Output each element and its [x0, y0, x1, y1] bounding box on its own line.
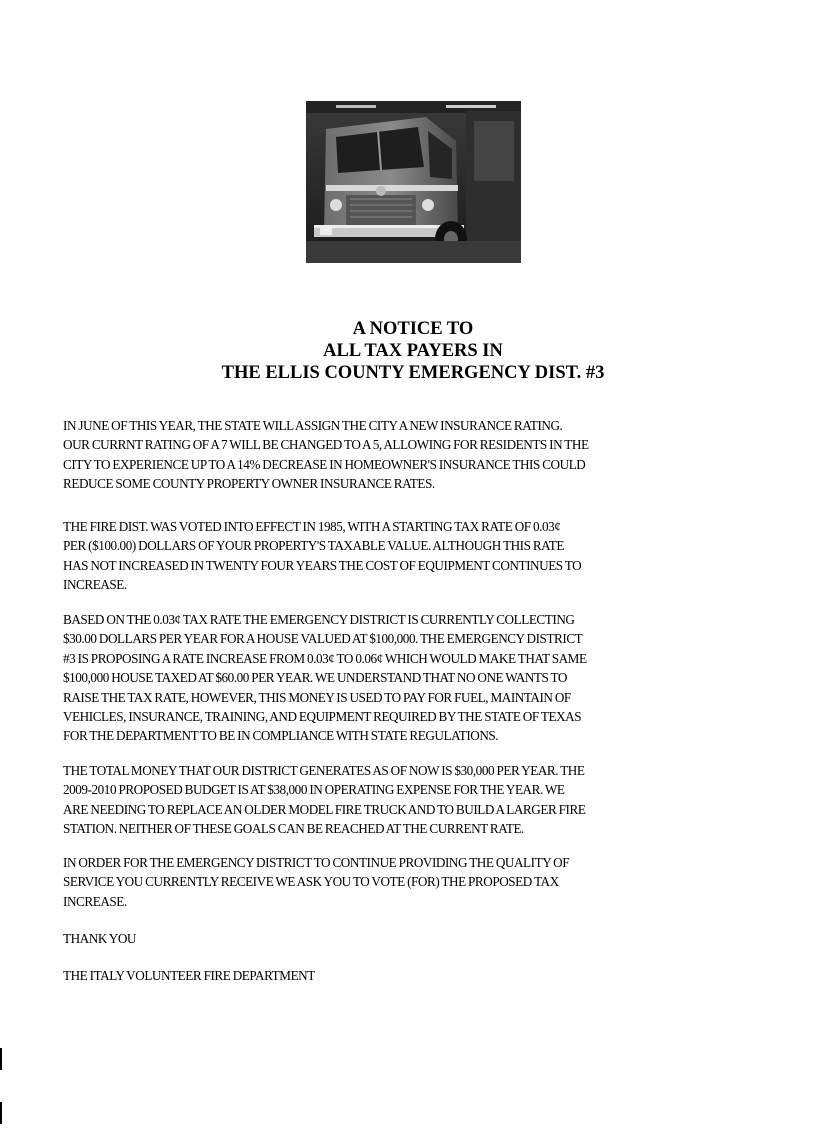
text-line: INCREASE. — [63, 893, 127, 909]
signature-fire-department — [63, 966, 763, 985]
scan-edge-mark — [0, 1048, 2, 1070]
text-line: RAISE THE TAX RATE, HOWEVER, THIS MONEY IS USED TO PAY FOR FUEL, MAINTAIN OF — [63, 689, 571, 705]
text-line: IN ORDER FOR THE EMERGENCY DISTRICT TO CONTINUE PROVIDING THE QUALITY OF — [63, 855, 570, 870]
title-line-2: ALL TAX PAYERS IN — [323, 341, 503, 361]
text-line: BASED ON THE 0.03¢ TAX RATE THE EMERGENCY DISTRICT IS CURRENTLY COLLECTING — [63, 612, 575, 627]
text-line: SERVICE YOU CURRENTLY RECEIVE WE ASK YOU TO VOTE (FOR) THE PROPOSED TAX — [63, 874, 559, 890]
paragraph-insurance-rating — [63, 416, 763, 494]
text-line: 2009-2010 PROPOSED BUDGET IS AT $38,000 IN OPERATING EXPENSE FOR THE YEAR. WE — [63, 782, 565, 798]
text-line: IN JUNE OF THIS YEAR, THE STATE WILL ASSIGN THE CITY A NEW INSURANCE RATING. — [63, 418, 563, 433]
paragraph-budget — [63, 761, 763, 839]
text-line: THE TOTAL MONEY THAT OUR DISTRICT GENERATES AS OF NOW IS $30,000 PER YEAR. THE — [63, 763, 585, 778]
text-line: PER ($100.00) DOLLARS OF YOUR PROPERTY'S TAXABLE VALUE. ALTHOUGH THIS RATE — [63, 538, 565, 554]
text-line: INCREASE. — [63, 577, 127, 593]
text-line: $100,000 HOUSE TAXED AT $60.00 PER YEAR. WE UNDERSTAND THAT NO ONE WANTS TO — [63, 670, 567, 686]
text-line: THE ITALY VOLUNTEER FIRE DEPARTMENT — [63, 968, 315, 983]
fire-truck-photo — [306, 101, 521, 263]
text-line: THANK YOU — [63, 931, 136, 946]
text-line: REDUCE SOME COUNTY PROPERTY OWNER INSURANCE RATES. — [63, 476, 435, 492]
scan-edge-mark — [0, 1102, 2, 1124]
notice-title — [0, 318, 826, 384]
title-line-3: THE ELLIS COUNTY EMERGENCY DIST. #3 — [221, 363, 605, 383]
text-line: VEHICLES, INSURANCE, TRAINING, AND EQUIPMENT REQUIRED BY THE STATE OF TEXAS — [63, 708, 582, 724]
text-line: #3 IS PROPOSING A RATE INCREASE FROM 0.03¢ TO 0.06¢ WHICH WOULD MAKE THAT SAME — [63, 650, 587, 666]
text-line: THE FIRE DIST. WAS VOTED INTO EFFECT IN 1985, WITH A STARTING TAX RATE OF 0.03¢ — [63, 519, 561, 534]
text-line: STATION. NEITHER OF THESE GOALS CAN BE REACHED AT THE CURRENT RATE. — [63, 821, 524, 837]
thank-you — [63, 929, 763, 948]
title-line-1: A NOTICE TO — [352, 319, 474, 339]
text-line: $30.00 DOLLARS PER YEAR FOR A HOUSE VALUED AT $100,000. THE EMERGENCY DISTRICT — [63, 631, 583, 647]
text-line: OUR CURRNT RATING OF A 7 WILL BE CHANGED TO A 5, ALLOWING FOR RESIDENTS IN THE — [63, 437, 589, 453]
paragraph-vote-request — [63, 853, 763, 911]
paragraph-rate-increase — [63, 610, 763, 746]
text-line: HAS NOT INCREASED IN TWENTY FOUR YEARS THE COST OF EQUIPMENT CONTINUES TO — [63, 557, 582, 573]
text-line: FOR THE DEPARTMENT TO BE IN COMPLIANCE WITH STATE REGULATIONS. — [63, 728, 499, 744]
paragraph-fire-district-history — [63, 517, 763, 595]
text-line: ARE NEEDING TO REPLACE AN OLDER MODEL FIRE TRUCK AND TO BUILD A LARGER FIRE — [63, 801, 586, 817]
text-line: CITY TO EXPERIENCE UP TO A 14% DECREASE IN HOMEOWNER'S INSURANCE THIS COULD — [63, 456, 586, 472]
